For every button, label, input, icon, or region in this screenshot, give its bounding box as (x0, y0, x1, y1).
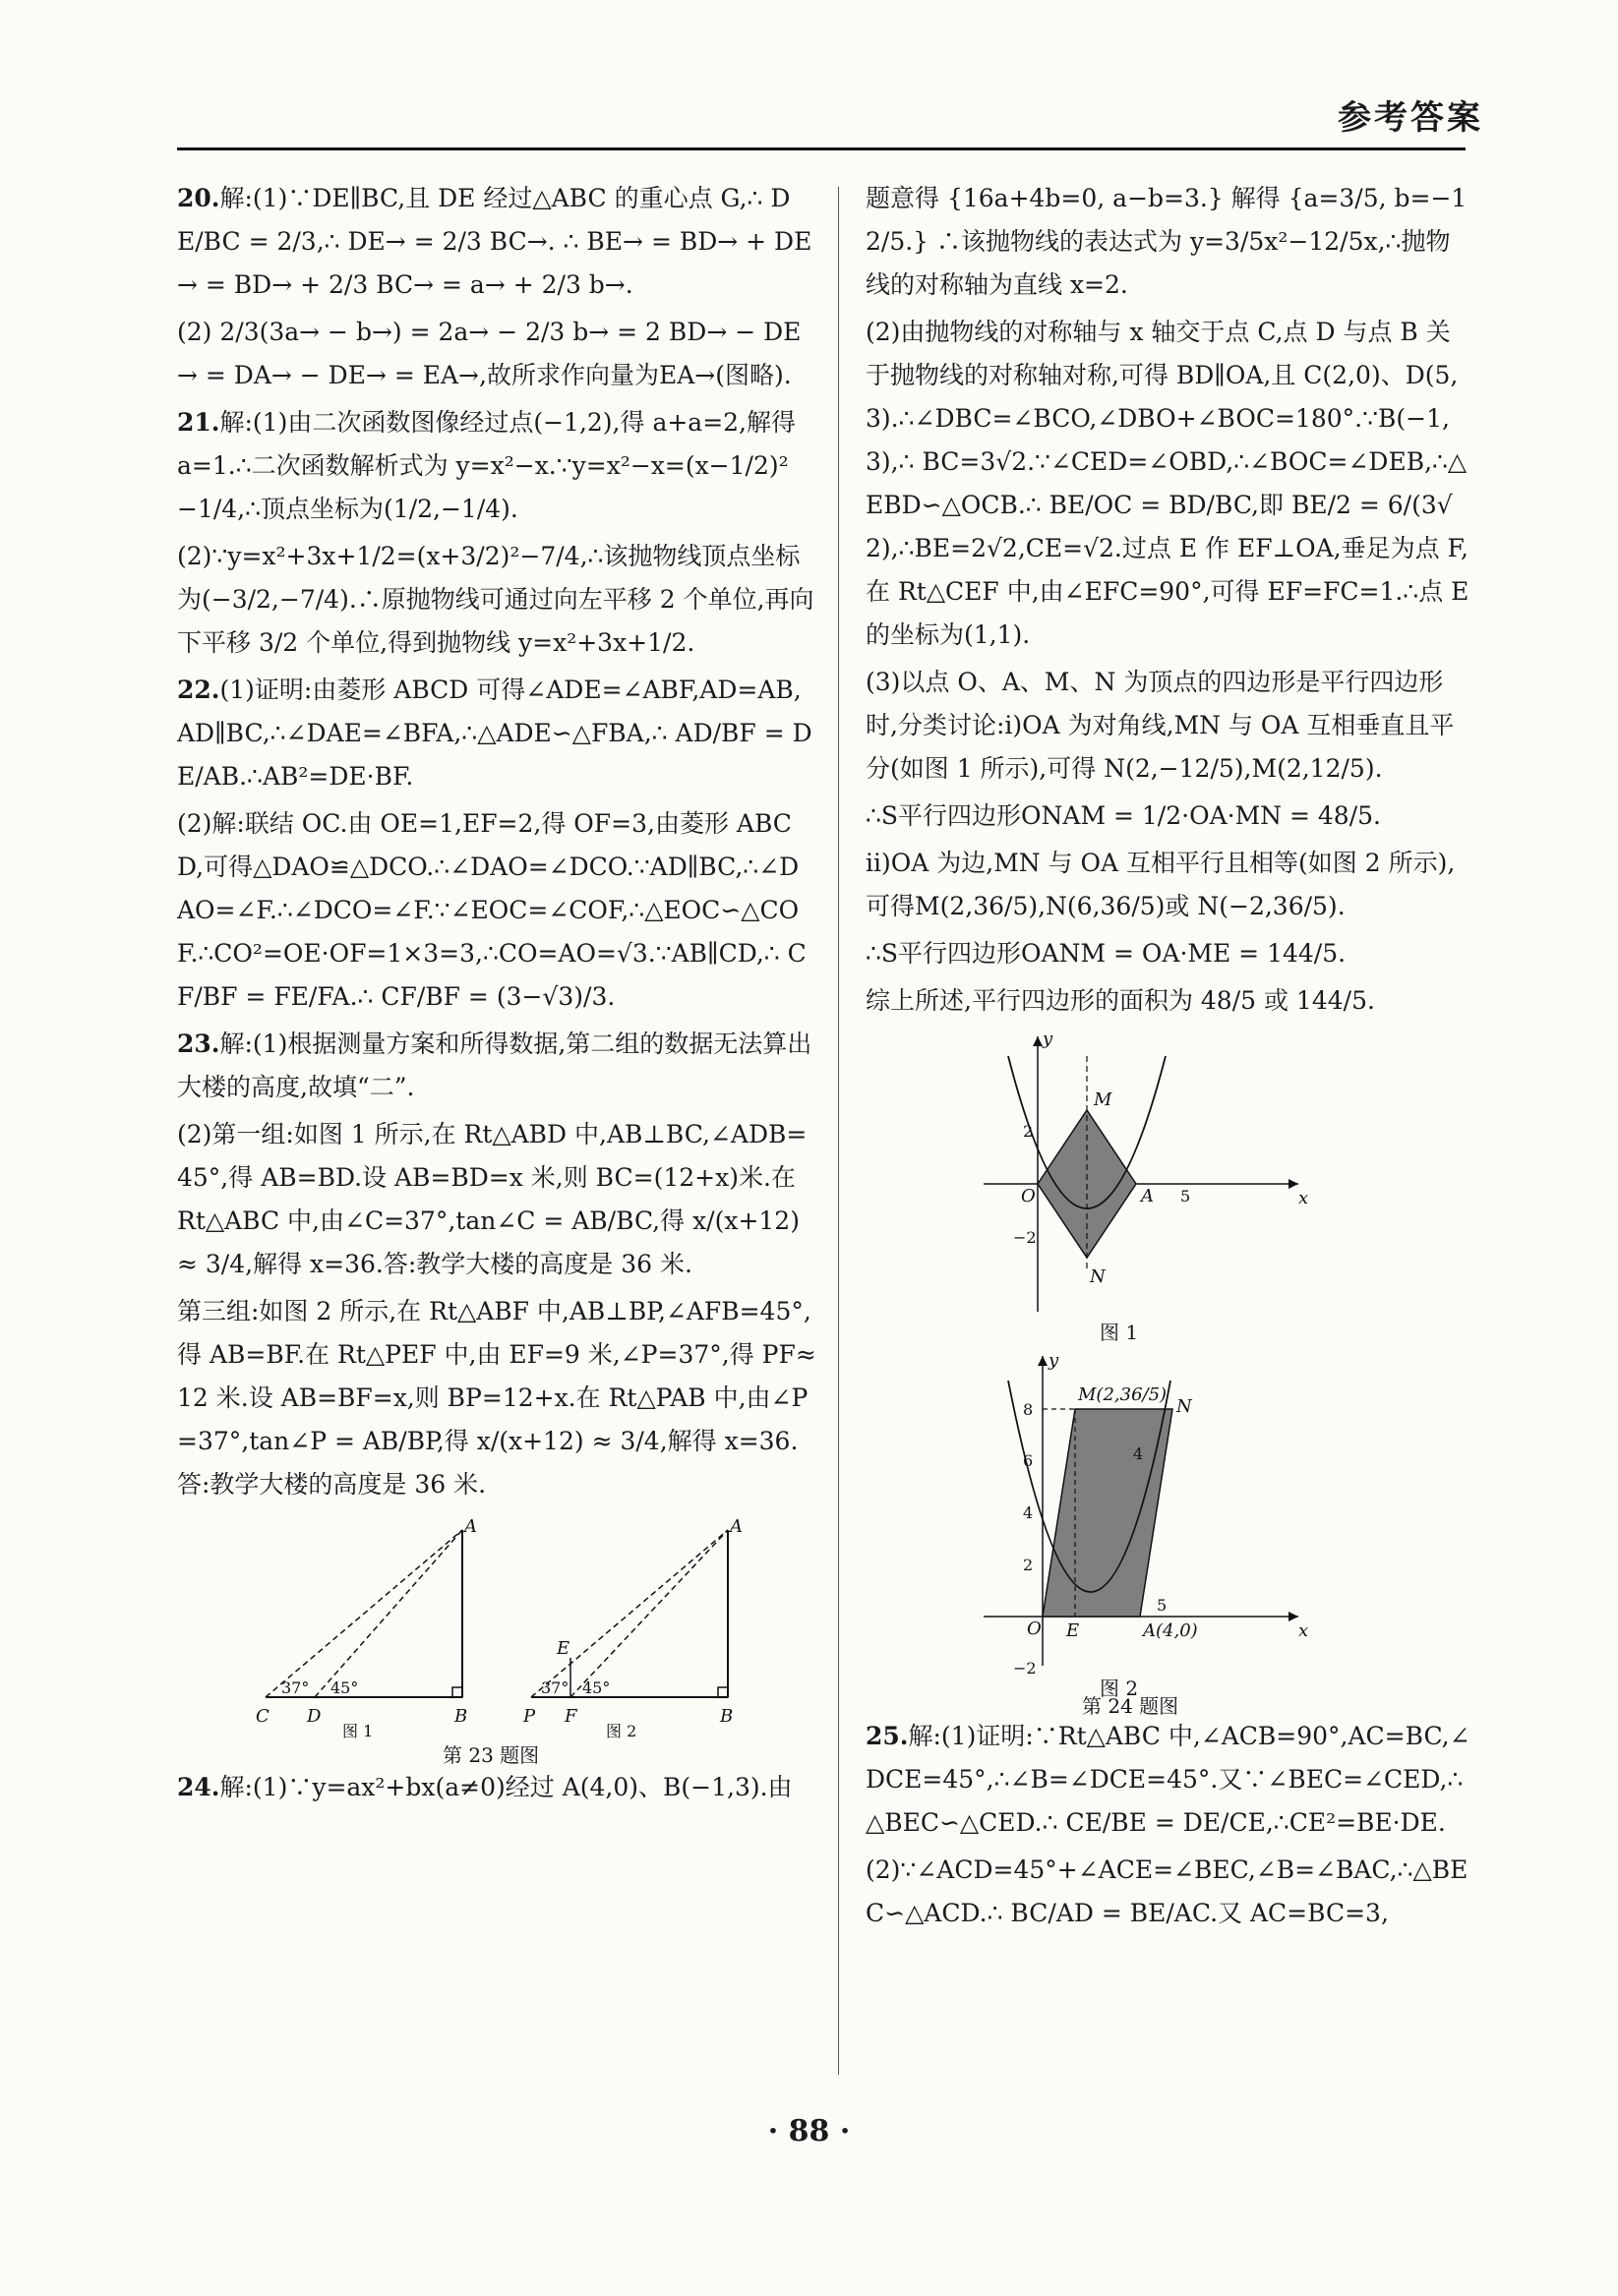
fig-23-1-caption: 图 1 (342, 1722, 374, 1740)
figure-24 (866, 1027, 1470, 1715)
solution-23: 23.解:(1)根据测量方案和所得数据,第二组的数据无法算出大楼的高度,故填“二”. (177, 1030, 812, 1101)
figure-23 (177, 1510, 816, 1766)
figure-23-1 (256, 1516, 477, 1740)
label-A: A (464, 1516, 477, 1537)
solution-24-case2: ⅱ)OA 为边,MN 与 OA 互相平行且相等(如图 2 所示),可得M(2,36/5),N(6,36/5)或 N(−2,36/5). (866, 849, 1456, 920)
label-D: D (307, 1706, 322, 1727)
svg-text:x: x (1298, 1620, 1309, 1641)
left-column (177, 177, 816, 1813)
angle-37: 37° (281, 1678, 310, 1697)
label-O2: O (1027, 1619, 1042, 1639)
fig-23-caption: 第 23 题图 (443, 1743, 540, 1766)
angle-45: 45° (330, 1678, 359, 1697)
header-rule (177, 147, 1466, 150)
fig-24-caption: 第 24 题图 (1082, 1694, 1179, 1715)
label-E2: E (1066, 1620, 1080, 1641)
label-N2: N (1176, 1396, 1192, 1417)
svg-text:y: y (1049, 1350, 1059, 1371)
svg-text:6: 6 (1023, 1451, 1034, 1470)
solution-22-part2: (2)解:联结 OC.由 OE=1,EF=2,得 OF=3,由菱形 ABCD,可得△DAO≌△DCO.∴∠DAO=∠DCO.∵AD∥BC,∴∠DAO=∠F.∴∠DCO=∠F.∵∠EOC=∠COF,∴△EOC∽△COF.∴CO²=OE·OF=1×3=3,∴CO=AO=√3.∵AB∥CD,∴ CF/BF = FE/FA.∴ CF/BF = (3−√3)/3. (177, 809, 807, 1011)
label-A2: A (730, 1516, 743, 1537)
header-title: 参考答案 (1338, 98, 1483, 138)
solution-25: 25.解:(1)证明:∵Rt△ABC 中,∠ACB=90°,AC=BC,∠DCE=45°,∴∠B=∠DCE=45°.又∵∠BEC=∠CED,∴△BEC∽△CED.∴ CE/BE = DE/CE,∴CE²=BE·DE. (866, 1722, 1470, 1837)
svg-text:−2: −2 (1013, 1228, 1037, 1247)
label-B2: B (720, 1706, 734, 1727)
solution-23-group3: 第三组:如图 2 所示,在 Rt△ABF 中,AB⊥BP,∠AFB=45°,得 AB=BF.在 Rt△PEF 中,由 EF=9 米,∠P=37°,得 PF≈12 米.设 AB=BF=x,则 BP=12+x.在 Rt△PAB 中,由∠P=37°,tan∠P = AB/BP,得 x/(x+12) ≈ 3/4,解得 x=36.答:教学大楼的高度是 36 米. (177, 1297, 816, 1499)
solution-23-group1: (2)第一组:如图 1 所示,在 Rt△ABD 中,AB⊥BC,∠ADB=45°,得 AB=BD.设 AB=BD=x 米,则 BC=(12+x)米.在 Rt△ABC 中,由∠C=37°,tan∠C = AB/BC,得 x/(x+12) ≈ 3/4,解得 x=36.答:教学大楼的高度是 36 米. (177, 1120, 808, 1278)
solution-21: 21.解:(1)由二次函数图像经过点(−1,2),得 a+a=2,解得 a=1.∴二次函数解析式为 y=x²−x.∵y=x²−x=(x−1/2)²−1/4,∴顶点坐标为(1/2,−1/4). (177, 408, 796, 523)
right-column (866, 177, 1470, 1939)
svg-text:8: 8 (1023, 1400, 1034, 1419)
label-N: N (1090, 1266, 1106, 1287)
solution-24-summary: 综上所述,平行四边形的面积为 48/5 或 144/5. (866, 986, 1375, 1015)
svg-text:5: 5 (1180, 1187, 1191, 1206)
solution-24-start: 24.解:(1)∵y=ax²+bx(a≠0)经过 A(4,0)、B(−1,3).由 (177, 1773, 793, 1801)
figure-23-2 (522, 1516, 743, 1740)
solution-24-area1: ∴S平行四边形ONAM = 1/2·OA·MN = 48/5. (866, 801, 1381, 830)
svg-text:4: 4 (1133, 1444, 1144, 1463)
column-divider (838, 187, 839, 2075)
svg-text:2: 2 (1023, 1122, 1034, 1141)
label-O: O (1021, 1186, 1036, 1207)
solution-24-system: 题意得 {16a+4b=0, a−b=3.} 解得 {a=3/5, b=−12/5.} ∴该抛物线的表达式为 y=3/5x²−12/5x,∴抛物线的对称轴为直线 x=2. (866, 184, 1468, 299)
svg-text:−2: −2 (1013, 1659, 1037, 1678)
figure-24-1 (984, 1029, 1308, 1344)
label-M2: M(2,36/5) (1078, 1384, 1168, 1405)
solution-24-part3: (3)以点 O、A、M、N 为顶点的四边形是平行四边形时,分类讨论:ⅰ)OA 为对角线,MN 与 OA 互相垂直且平分(如图 1 所示),可得 N(2,−12/5),M(2,12/5). (866, 668, 1455, 783)
solution-22: 22.(1)证明:由菱形 ABCD 可得∠ADE=∠ABF,AD=AB,AD∥BC,∴∠DAE=∠BFA,∴△ADE∽△FBA,∴ AD/BF = DE/AB.∴AB²=DE·BF. (177, 676, 812, 791)
solution-20: 20.解:(1)∵DE∥BC,且 DE 经过△ABC 的重心点 G,∴ DE/BC = 2/3,∴ DE→ = 2/3 BC→. ∴ BE→ = BD→ + DE→ = BD→ + 2/3 BC→ = a→ + 2/3 b→. (177, 184, 812, 299)
svg-text:2: 2 (1023, 1556, 1034, 1574)
figure-24-2 (984, 1350, 1308, 1700)
fig-24-1-caption: 图 1 (1100, 1321, 1139, 1344)
solution-25-part2: (2)∵∠ACD=45°+∠ACE=∠BEC,∠B=∠BAC,∴△BEC∽△ACD.∴ BC/AD = BE/AC.又 AC=BC=3, (866, 1855, 1468, 1927)
solution-21-part2: (2)∵y=x²+3x+1/2=(x+3/2)²−7/4,∴该抛物线顶点坐标为(−3/2,−7/4).∴原抛物线可通过向左平移 2 个单位,再向下平移 3/2 个单位,得到抛物线 y=x²+3x+1/2. (177, 542, 814, 657)
label-F: F (565, 1706, 577, 1727)
solution-20-part2: (2) 2/3(3a→ − b→) = 2a→ − 2/3 b→ = 2 BD→ − DE→ = DA→ − DE→ = EA→,故所求作向量为EA→(图略). (177, 318, 802, 389)
solution-24-part2: (2)由抛物线的对称轴与 x 轴交于点 C,点 D 与点 B 关于抛物线的对称轴对称,可得 BD∥OA,且 C(2,0)、D(5,3).∴∠DBC=∠BCO,∠DBO+∠BOC=180°.∵B(−1,3),∴ BC=3√2.∵∠CED=∠OBD,∴∠BOC=∠DEB,∴△EBD∽△OCB.∴ BE/OC = BD/BC,即 BE/2 = 6/(3√2),∴BE=2√2,CE=√2.过点 E 作 EF⊥OA,垂足为点 F,在 Rt△CEF 中,由∠EFC=90°,可得 EF=FC=1.∴点 E 的坐标为(1,1). (866, 318, 1469, 649)
solution-24-area2: ∴S平行四边形OANM = OA·ME = 144/5. (866, 939, 1347, 968)
angle-45-2: 45° (582, 1678, 611, 1697)
angle-37-2: 37° (541, 1678, 569, 1697)
label-E: E (557, 1638, 570, 1659)
label-C: C (256, 1706, 270, 1727)
label-A: A (1141, 1186, 1154, 1207)
svg-text:5: 5 (1157, 1596, 1168, 1615)
svg-text:x: x (1298, 1188, 1309, 1208)
fig-24-2-caption: 图 2 (1100, 1677, 1139, 1700)
svg-text:4: 4 (1023, 1503, 1034, 1522)
label-B: B (454, 1706, 468, 1727)
page-number: · 88 · (767, 2114, 851, 2149)
label-A2: A(4,0) (1143, 1620, 1198, 1641)
svg-text:y: y (1043, 1029, 1053, 1049)
label-M: M (1094, 1089, 1112, 1110)
fig-23-2-caption: 图 2 (606, 1722, 637, 1740)
label-P: P (523, 1706, 536, 1727)
